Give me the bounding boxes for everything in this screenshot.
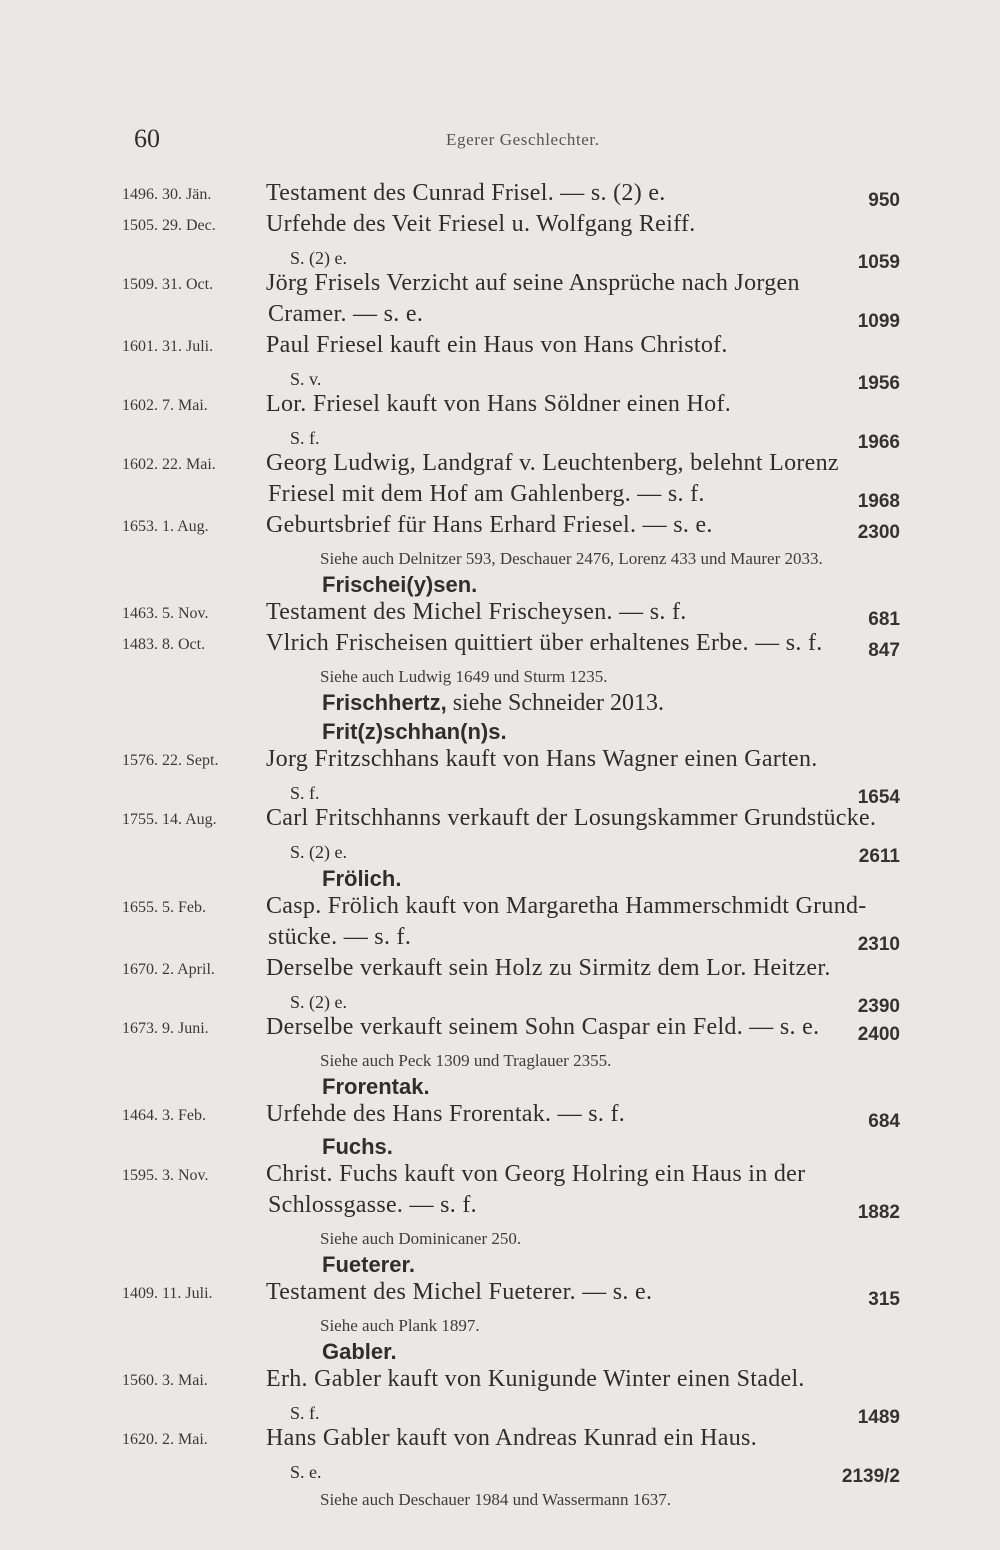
section-heading-row (0, 1132, 1000, 1164)
seal-note: S. f. (290, 783, 320, 803)
entry-date: 1601. 31. Juli. (122, 338, 214, 355)
entry-date: 1483. 8. Oct. (122, 636, 206, 653)
entry-date: 1673. 9. Juni. (122, 1020, 209, 1037)
entry-text: Hans Gabler kauft von Andreas Kunrad ein Haus. (266, 1425, 757, 1451)
seal-note: S. (2) e. (290, 842, 347, 862)
entry-date: 1602. 7. Mai. (122, 397, 208, 414)
register-row (0, 301, 1000, 333)
family-name-heading: Fuchs. (322, 1134, 393, 1159)
register-row (0, 481, 1000, 513)
entry-date: 1409. 11. Juli. (122, 1285, 213, 1302)
entry-date: 1496. 30. Jän. (122, 186, 212, 203)
register-row (0, 391, 1000, 423)
family-name-heading: Frischhertz, siehe Schneider 2013. (322, 690, 664, 716)
entry-text-continued: Schlossgasse. — s. f. (268, 1192, 477, 1218)
register-row (0, 1366, 1000, 1398)
entry-text-continued: Friesel mit dem Hof am Gahlenberg. — s. f. (268, 481, 705, 507)
register-row (0, 630, 1000, 662)
register-row (0, 211, 1000, 243)
register-row (0, 599, 1000, 631)
document-number: 2611 (858, 846, 900, 867)
entry-text: Lor. Friesel kauft von Hans Söldner einen Hof. (266, 391, 732, 417)
seal-note: S. f. (290, 1403, 320, 1423)
document-number: 847 (868, 640, 900, 661)
entry-text: Testament des Michel Fueterer. — s. e. (266, 1279, 653, 1305)
document-number: 950 (868, 190, 900, 211)
document-number: 681 (868, 609, 900, 630)
register-row (0, 1161, 1000, 1193)
document-number: 1956 (857, 373, 900, 394)
document-number: 1099 (857, 311, 900, 332)
document-number: 1966 (857, 432, 900, 453)
register-row (0, 332, 1000, 364)
entry-text: Carl Fritschhanns verkauft der Losungskammer Grundstücke. (266, 805, 877, 831)
entry-date: 1670. 2. April. (122, 961, 215, 978)
seal-note: S. f. (290, 428, 320, 448)
section-heading-row (0, 1072, 1000, 1104)
seal-note: S. v. (290, 369, 322, 389)
register-row (0, 270, 1000, 302)
document-number: 1489 (857, 1407, 900, 1428)
register-row (0, 805, 1000, 837)
cross-reference: Siehe auch Ludwig 1649 und Sturm 1235. (320, 667, 608, 686)
family-name-heading: Gabler. (322, 1339, 397, 1364)
running-header (134, 124, 940, 158)
entry-date: 1576. 22. Sept. (122, 752, 219, 769)
entry-text: Testament des Michel Frischeysen. — s. f. (266, 599, 687, 625)
entry-text: Urfehde des Hans Frorentak. — s. f. (266, 1101, 626, 1127)
entry-date: 1602. 22. Mai. (122, 456, 216, 473)
entry-date: 1560. 3. Mai. (122, 1372, 208, 1389)
entry-text: Georg Ludwig, Landgraf v. Leuchtenberg, belehnt Lorenz (266, 450, 839, 476)
document-number: 1654 (857, 787, 900, 808)
entry-text: Jörg Frisels Verzicht auf seine Ansprüche nach Jorgen (266, 270, 800, 296)
register-row (0, 1279, 1000, 1311)
register-row (0, 1484, 1000, 1516)
seal-note: S. (2) e. (290, 248, 347, 268)
cross-reference: Siehe auch Peck 1309 und Traglauer 2355. (320, 1051, 612, 1070)
section-heading-row (0, 570, 1000, 602)
document-number: 2400 (857, 1024, 900, 1045)
document-number: 2300 (857, 522, 900, 543)
section-heading-row (0, 1250, 1000, 1282)
register-row (0, 450, 1000, 482)
cross-reference: Siehe auch Plank 1897. (320, 1316, 480, 1335)
document-number: 1059 (857, 252, 900, 273)
entry-text: Testament des Cunrad Frisel. — s. (2) e. (266, 180, 666, 206)
family-name-heading: Frorentak. (322, 1074, 430, 1099)
document-number: 2390 (857, 996, 900, 1017)
family-name-heading: Fueterer. (322, 1252, 415, 1277)
register-row (0, 924, 1000, 956)
register-row (0, 1101, 1000, 1133)
entry-date: 1509. 31. Oct. (122, 276, 214, 293)
document-number: 315 (868, 1289, 900, 1310)
entry-date: 1505. 29. Dec. (122, 217, 216, 234)
section-heading-row (0, 1337, 1000, 1369)
heading-reference: siehe Schneider 2013. (446, 690, 664, 716)
entry-text: Geburtsbrief für Hans Erhard Friesel. — s. e. (266, 512, 713, 538)
entry-date: 1655. 5. Feb. (122, 899, 206, 916)
section-heading-row (0, 688, 1000, 720)
entry-text: Paul Friesel kauft ein Haus von Hans Christof. (266, 332, 728, 358)
register-row (0, 512, 1000, 544)
register-row (0, 746, 1000, 778)
entry-text: Casp. Frölich kauft von Margaretha Hammerschmidt Grund- (266, 893, 867, 919)
cross-reference: Siehe auch Delnitzer 593, Deschauer 2476, Lorenz 433 und Maurer 2033. (320, 549, 823, 568)
entry-text: Vlrich Frischeisen quittiert über erhaltenes Erbe. — s. f. (266, 630, 823, 656)
cross-reference: Siehe auch Deschauer 1984 und Wassermann 1637. (320, 1490, 671, 1509)
register-row (0, 893, 1000, 925)
entry-date: 1755. 14. Aug. (122, 811, 217, 828)
seal-note: S. e. (290, 1462, 322, 1482)
document-number: 684 (868, 1111, 900, 1132)
section-heading-row (0, 864, 1000, 896)
entry-text: Jorg Fritzschhans kauft von Hans Wagner einen Garten. (266, 746, 818, 772)
page-number: 60 (134, 124, 160, 153)
running-title: Egerer Geschlechter. (446, 130, 600, 149)
family-name-heading: Frischei(y)sen. (322, 572, 478, 597)
entry-date: 1463. 5. Nov. (122, 605, 209, 622)
register-row (0, 955, 1000, 987)
entry-text: Derselbe verkauft sein Holz zu Sirmitz dem Lor. Heitzer. (266, 955, 831, 981)
document-number: 2139/2 (841, 1466, 900, 1487)
section-heading-row (0, 717, 1000, 749)
family-name-heading: Frit(z)schhan(n)s. (322, 719, 507, 744)
document-number: 2310 (857, 934, 900, 955)
entry-date: 1595. 3. Nov. (122, 1167, 209, 1184)
family-name-heading: Frölich. (322, 866, 402, 891)
entry-date: 1464. 3. Feb. (122, 1107, 206, 1124)
seal-note: S. (2) e. (290, 992, 347, 1012)
cross-reference: Siehe auch Dominicaner 250. (320, 1229, 522, 1248)
entry-text: Urfehde des Veit Friesel u. Wolfgang Reiff. (266, 211, 696, 237)
register-row (0, 180, 1000, 212)
entry-text: Christ. Fuchs kauft von Georg Holring ein Haus in der (266, 1161, 806, 1187)
register-row (0, 1425, 1000, 1457)
entry-date: 1620. 2. Mai. (122, 1431, 208, 1448)
document-number: 1882 (857, 1202, 900, 1223)
entry-text: Erh. Gabler kauft von Kunigunde Winter einen Stadel. (266, 1366, 805, 1392)
document-number: 1968 (857, 491, 900, 512)
entry-text-continued: Cramer. — s. e. (268, 301, 424, 327)
entry-text-continued: stücke. — s. f. (268, 924, 412, 950)
register-row (0, 1192, 1000, 1224)
entry-date: 1653. 1. Aug. (122, 518, 209, 535)
entry-text: Derselbe verkauft seinem Sohn Caspar ein Feld. — s. e. (266, 1014, 820, 1040)
register-row (0, 1014, 1000, 1046)
